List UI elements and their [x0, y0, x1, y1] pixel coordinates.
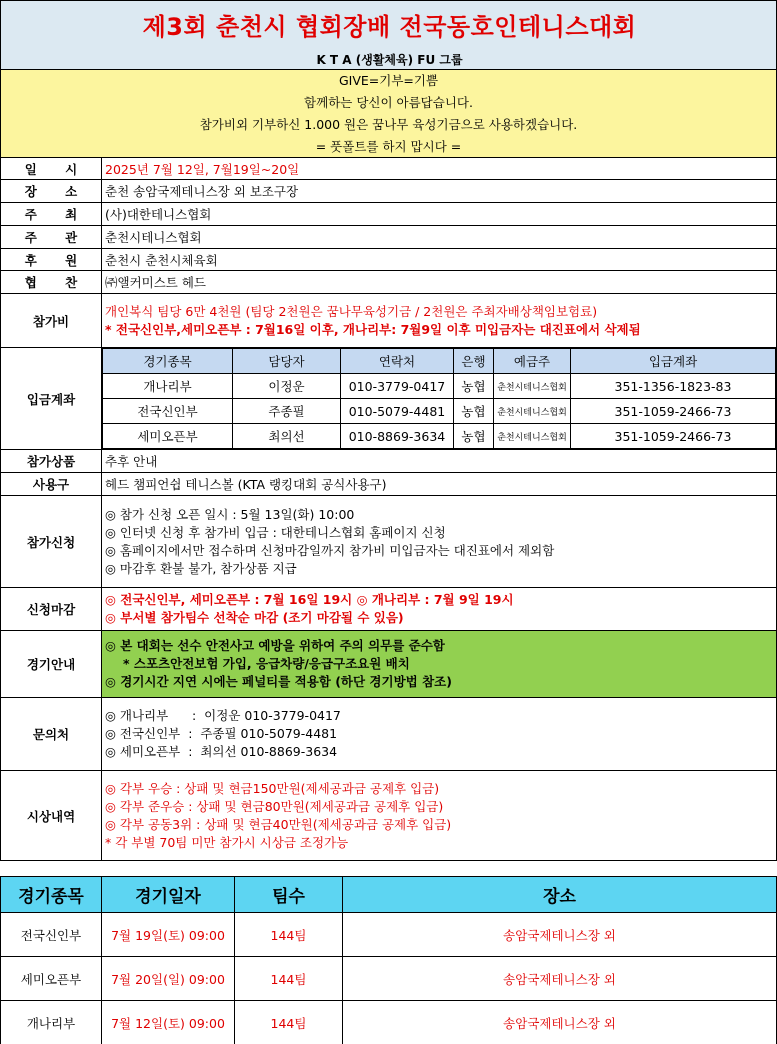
schedule-header: 팀수	[235, 877, 343, 913]
account-cell: 010-8869-3634	[341, 424, 454, 449]
label-apply: 참가신청	[1, 496, 102, 588]
award-line: ◎ 각부 우승 : 상패 및 현금150만원(제세공과금 공제후 입금)	[105, 780, 440, 796]
page-subtitle: K T A (생활체육) FU 그룹	[316, 53, 463, 67]
label-guide: 경기안내	[1, 631, 102, 698]
award-line: ◎ 각부 준우승 : 상패 및 현금80만원(제세공과금 공제후 입금)	[105, 798, 444, 814]
row-contact	[1, 698, 777, 771]
schedule-header: 경기종목	[1, 877, 102, 913]
account-cell: 농협	[454, 424, 494, 449]
table-row	[1, 957, 777, 1001]
guide-line: ◎ 경기시간 지연 시에는 페널티를 적용함 (하단 경기방법 참조)	[105, 674, 452, 689]
table-row	[1, 913, 777, 957]
header-banner	[0, 0, 777, 70]
label-prize-goods: 참가상품	[1, 450, 102, 473]
page-title: 제3회 춘천시 협회장배 전국동호인테니스대회	[142, 13, 637, 41]
account-header: 은행	[454, 349, 494, 374]
account-cell: 이정운	[233, 374, 341, 399]
label-venue: 장 소	[1, 180, 102, 203]
account-cell: 최의선	[233, 424, 341, 449]
row-sponsor	[1, 249, 777, 271]
account-header: 담당자	[233, 349, 341, 374]
schedule-header: 경기일자	[102, 877, 235, 913]
value-awards	[102, 771, 777, 861]
apply-line: ◎ 마감후 환불 불가, 참가상품 지급	[105, 560, 297, 576]
value-prize-goods: 추후 안내	[102, 450, 777, 473]
account-cell: 세미오픈부	[103, 424, 233, 449]
account-cell: 351-1059-2466-73	[571, 424, 776, 449]
row-support	[1, 271, 777, 294]
row-account	[1, 348, 777, 450]
schedule-table	[0, 876, 777, 1044]
value-date: 2025년 7월 12일, 7월19일~20일	[102, 158, 777, 180]
give-line: = 풋폴트를 하지 맙시다 =	[315, 139, 462, 154]
award-line: * 각 부별 70팀 미만 참가시 시상금 조정가능	[105, 834, 349, 850]
guide-line: * 스포츠안전보험 가입, 응급차량/응급구조요원 배치	[123, 656, 410, 671]
deadline-line: ◎ 부서별 참가팀수 선착순 마감 (조기 마감될 수 있음)	[105, 610, 404, 625]
schedule-cell: 송암국제테니스장 외	[343, 957, 777, 1001]
value-guide	[102, 631, 777, 698]
row-guide	[1, 631, 777, 698]
account-header: 연락처	[341, 349, 454, 374]
value-organizer: 춘천시테니스협회	[102, 226, 777, 249]
label-fee: 참가비	[1, 294, 102, 348]
row-apply	[1, 496, 777, 588]
label-support: 협 찬	[1, 271, 102, 294]
give-notice	[0, 69, 777, 158]
value-sponsor: 춘천시 춘천시체육회	[102, 249, 777, 271]
row-organizer	[1, 226, 777, 249]
account-header: 예금주	[494, 349, 571, 374]
value-deadline	[102, 588, 777, 631]
value-host: (사)대한테니스협회	[102, 203, 777, 226]
deadline-line: ◎ 전국신인부, 세미오픈부 : 7월 16일 19시 ◎ 개나리부 : 7월 9일 19시	[105, 592, 514, 607]
table-row	[103, 374, 776, 399]
label-deadline: 신청마감	[1, 588, 102, 631]
row-date	[1, 158, 777, 180]
label-ball: 사용구	[1, 473, 102, 496]
schedule-cell: 7월 12일(토) 09:00	[102, 1001, 235, 1044]
account-cell: 010-5079-4481	[341, 399, 454, 424]
value-account	[102, 348, 777, 450]
value-support: ㈜앨커미스트 헤드	[102, 271, 777, 294]
schedule-header: 장소	[343, 877, 777, 913]
schedule-cell: 7월 19일(토) 09:00	[102, 913, 235, 957]
apply-line: ◎ 홈페이지에서만 접수하며 신청마감일까지 참가비 미입금자는 대진표에서 제외함	[105, 542, 555, 558]
label-organizer: 주 관	[1, 226, 102, 249]
give-line: GIVE=기부=기쁨	[338, 73, 439, 88]
account-cell: 농협	[454, 399, 494, 424]
row-host	[1, 203, 777, 226]
fee-warning: * 전국신인부,세미오픈부 : 7월16일 이후, 개나리부: 7월9일 이후 미입금자는 대진표에서 삭제됨	[105, 321, 641, 337]
account-cell: 010-3779-0417	[341, 374, 454, 399]
award-line: ◎ 각부 공동3위 : 상패 및 현금40만원(제세공과금 공제후 입금)	[105, 816, 452, 832]
account-cell: 351-1356-1823-83	[571, 374, 776, 399]
account-cell: 351-1059-2466-73	[571, 399, 776, 424]
row-ball	[1, 473, 777, 496]
account-cell: 주종필	[233, 399, 341, 424]
account-cell: 전국신인부	[103, 399, 233, 424]
account-header: 입금계좌	[571, 349, 776, 374]
value-ball: 헤드 챔피언쉽 테니스볼 (KTA 랭킹대회 공식사용구)	[102, 473, 777, 496]
account-cell: 춘천시테니스협회	[494, 424, 571, 449]
label-date: 일 시	[1, 158, 102, 180]
guide-line: ◎ 본 대회는 선수 안전사고 예방을 위하여 주의 의무를 준수함	[105, 638, 445, 653]
give-line: 함께하는 당신이 아름답습니다.	[304, 95, 473, 110]
account-cell: 춘천시테니스협회	[494, 399, 571, 424]
row-venue	[1, 180, 777, 203]
schedule-cell: 송암국제테니스장 외	[343, 913, 777, 957]
table-row	[1, 1001, 777, 1044]
schedule-cell: 개나리부	[1, 1001, 102, 1044]
row-awards	[1, 771, 777, 861]
contact-line: ◎ 세미오픈부 : 최의선 010-8869-3634	[105, 744, 338, 759]
value-venue: 춘천 송암국제테니스장 외 보조구장	[102, 180, 777, 203]
account-cell: 춘천시테니스협회	[494, 374, 571, 399]
account-cell: 개나리부	[103, 374, 233, 399]
row-fee	[1, 294, 777, 348]
account-table	[102, 348, 776, 449]
value-fee	[102, 294, 777, 348]
apply-line: ◎ 인터넷 신청 후 참가비 입금 : 대한테니스협회 홈페이지 신청	[105, 524, 446, 540]
label-sponsor: 후 원	[1, 249, 102, 271]
schedule-cell: 송암국제테니스장 외	[343, 1001, 777, 1044]
account-header: 경기종목	[103, 349, 233, 374]
schedule-cell: 144팀	[235, 1001, 343, 1044]
value-apply	[102, 496, 777, 588]
row-prize-goods	[1, 450, 777, 473]
account-cell: 농협	[454, 374, 494, 399]
label-awards: 시상내역	[1, 771, 102, 861]
table-row	[103, 399, 776, 424]
contact-line: ◎ 전국신인부 : 주종필 010-5079-4481	[105, 726, 338, 741]
row-deadline	[1, 588, 777, 631]
label-contact: 문의처	[1, 698, 102, 771]
schedule-header-row	[1, 877, 777, 913]
label-host: 주 최	[1, 203, 102, 226]
value-contact	[102, 698, 777, 771]
schedule-cell: 세미오픈부	[1, 957, 102, 1001]
schedule-cell: 7월 20일(일) 09:00	[102, 957, 235, 1001]
info-table	[0, 157, 777, 861]
apply-line: ◎ 참가 신청 오픈 일시 : 5월 13일(화) 10:00	[105, 506, 355, 522]
contact-line: ◎ 개나리부 : 이정운 010-3779-0417	[105, 708, 341, 723]
fee-line: 개인복식 팀당 6만 4천원 (팀당 2천원은 꿈나무육성기금 / 2천원은 주최자배상책임보험료)	[105, 303, 598, 319]
schedule-cell: 전국신인부	[1, 913, 102, 957]
give-line: 참가비외 기부하신 1.000 원은 꿈나무 육성기금으로 사용하겠습니다.	[199, 117, 578, 132]
schedule-cell: 144팀	[235, 913, 343, 957]
table-row	[103, 424, 776, 449]
account-header-row	[103, 349, 776, 374]
label-account: 입금계좌	[1, 348, 102, 450]
schedule-cell: 144팀	[235, 957, 343, 1001]
